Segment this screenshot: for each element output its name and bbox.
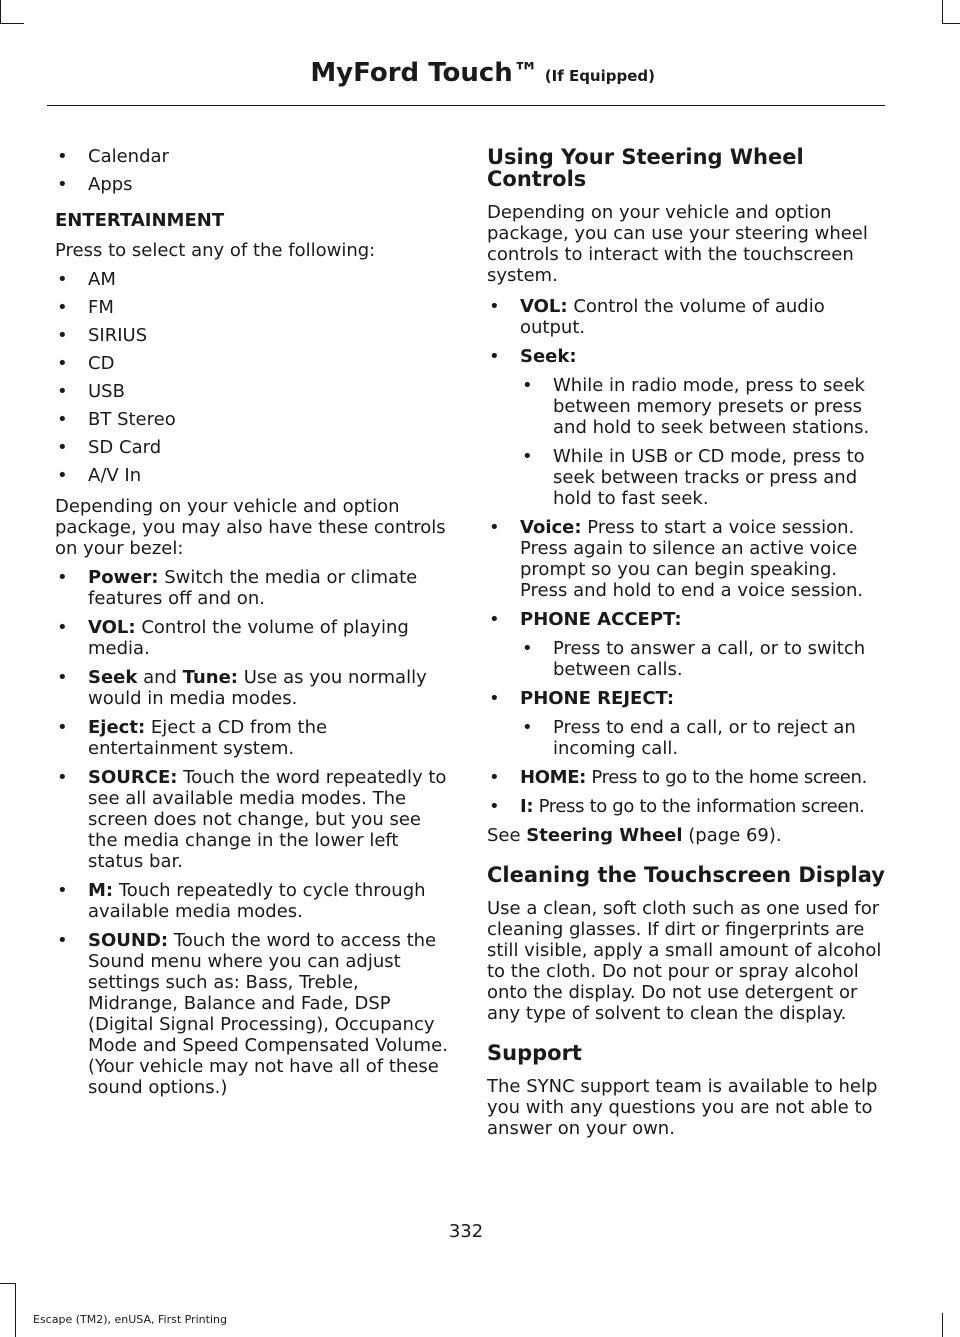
entertainment-heading: ENTERTAINMENT	[55, 210, 225, 231]
cleaning-heading: Cleaning the Touchscreen Display	[487, 863, 885, 887]
crop-mark	[0, 23, 24, 24]
list-item: • SOURCE: Touch the word repeatedly to see all available media modes. The screen does not change, but you see the media change in the lower left status bar.	[55, 767, 450, 872]
list-item: • VOL: Control the volume of playing media.	[55, 617, 450, 659]
steering-controls-list	[487, 296, 885, 817]
sub-list-item: • Press to answer a call, or to switch between calls.	[520, 638, 885, 680]
list-item: • Voice: Press to start a voice session. Press again to silence an active voice prompt so you can begin speaking. Press and hold to end a voice session.	[487, 517, 885, 601]
page-header-title	[310, 58, 655, 91]
list-item: • PHONE REJECT: • Press to end a call, or to reject an incoming call.	[487, 688, 885, 759]
list-item: • VOL: Control the volume of audio output.	[487, 296, 885, 338]
list-item: • FM	[55, 297, 450, 325]
list-item: • PHONE ACCEPT: • Press to answer a call, or to switch between calls.	[487, 609, 885, 680]
crop-mark	[0, 1283, 16, 1284]
sub-list-item: • Press to end a call, or to reject an incoming call.	[520, 717, 885, 759]
steering-heading: Using Your Steering Wheel Controls	[487, 145, 804, 191]
header-subtitle: (If Equipped)	[544, 67, 655, 85]
list-item: • M: Touch repeatedly to cycle through available media modes.	[55, 880, 450, 922]
cleaning-text: Use a clean, soft cloth such as one used for cleaning glasses. If dirt or fingerprints are still visible, apply a small amount of alcohol to the cloth. Do not pour or spray alcohol onto the display. Do not use detergent or any type of solvent to clean the display.	[487, 898, 882, 1024]
list-item: • Eject: Eject a CD from the entertainment system.	[55, 717, 450, 759]
bezel-intro: Depending on your vehicle and option package, you may also have these controls on your bezel:	[55, 496, 446, 559]
crop-mark	[942, 0, 943, 24]
right-column	[487, 146, 885, 1147]
list-item: • BT Stereo	[55, 409, 450, 437]
support-text: The SYNC support team is available to help you with any questions you are not able to answer on your own.	[487, 1076, 878, 1139]
steering-intro: Depending on your vehicle and option package, you can use your steering wheel controls to interact with the touchscreen system.	[487, 202, 868, 286]
sub-list-item: • While in USB or CD mode, press to seek between tracks or press and hold to fast seek.	[520, 446, 885, 509]
list-item: • HOME: Press to go to the home screen.	[487, 767, 885, 788]
list-item: • Seek: • While in radio mode, press to seek between memory presets or press and hold to seek between stations. • While in USB or CD mode, press to seek between tracks or press and hold to fast seek.	[487, 346, 885, 509]
list-item: • USB	[55, 381, 450, 409]
crop-mark	[942, 1313, 943, 1337]
list-item: • SD Card	[55, 437, 450, 465]
bezel-controls-list	[55, 567, 450, 1098]
list-item: • Power: Switch the media or climate features off and on.	[55, 567, 450, 609]
entertainment-intro: Press to select any of the following:	[55, 240, 376, 261]
list-item: • AM	[55, 269, 450, 297]
phone-reject-sub-list	[520, 717, 885, 759]
sub-list-item: • While in radio mode, press to seek between memory presets or press and hold to seek between stations.	[520, 375, 885, 438]
list-item: • CD	[55, 353, 450, 381]
support-heading: Support	[487, 1041, 582, 1065]
header-title: MyFord Touch™	[310, 58, 539, 88]
edition-footer: Escape (TM2), enUSA, First Printing	[33, 1313, 227, 1326]
list-item: • SOUND: Touch the word to access the Sound menu where you can adjust settings such as: Bass, Treble, Midrange, Balance and Fade, DSP (Digital Signal Processing), Occupancy Mode and Speed Compensated Volume. (Your vehicle may not have all of these sound options.)	[55, 930, 450, 1098]
left-column	[55, 146, 450, 1106]
crop-mark	[0, 0, 1, 24]
page-number: 332	[448, 1221, 484, 1242]
list-item: • Calendar	[55, 146, 450, 174]
list-item: • A/V In	[55, 465, 450, 493]
steering-wheel-link[interactable]: Steering Wheel	[526, 825, 683, 846]
seek-sub-list	[520, 375, 885, 509]
top-list	[55, 146, 450, 202]
phone-accept-sub-list	[520, 638, 885, 680]
list-item: • I: Press to go to the information screen.	[487, 796, 885, 817]
list-item: • SIRIUS	[55, 325, 450, 353]
header-divider	[47, 105, 885, 106]
list-item: • Apps	[55, 174, 450, 202]
see-reference: See Steering Wheel (page 69).	[487, 825, 782, 846]
crop-mark	[15, 1283, 16, 1337]
crop-mark	[942, 23, 960, 24]
list-item: • Seek and Tune: Use as you normally would in media modes.	[55, 667, 450, 709]
source-list	[55, 269, 450, 493]
